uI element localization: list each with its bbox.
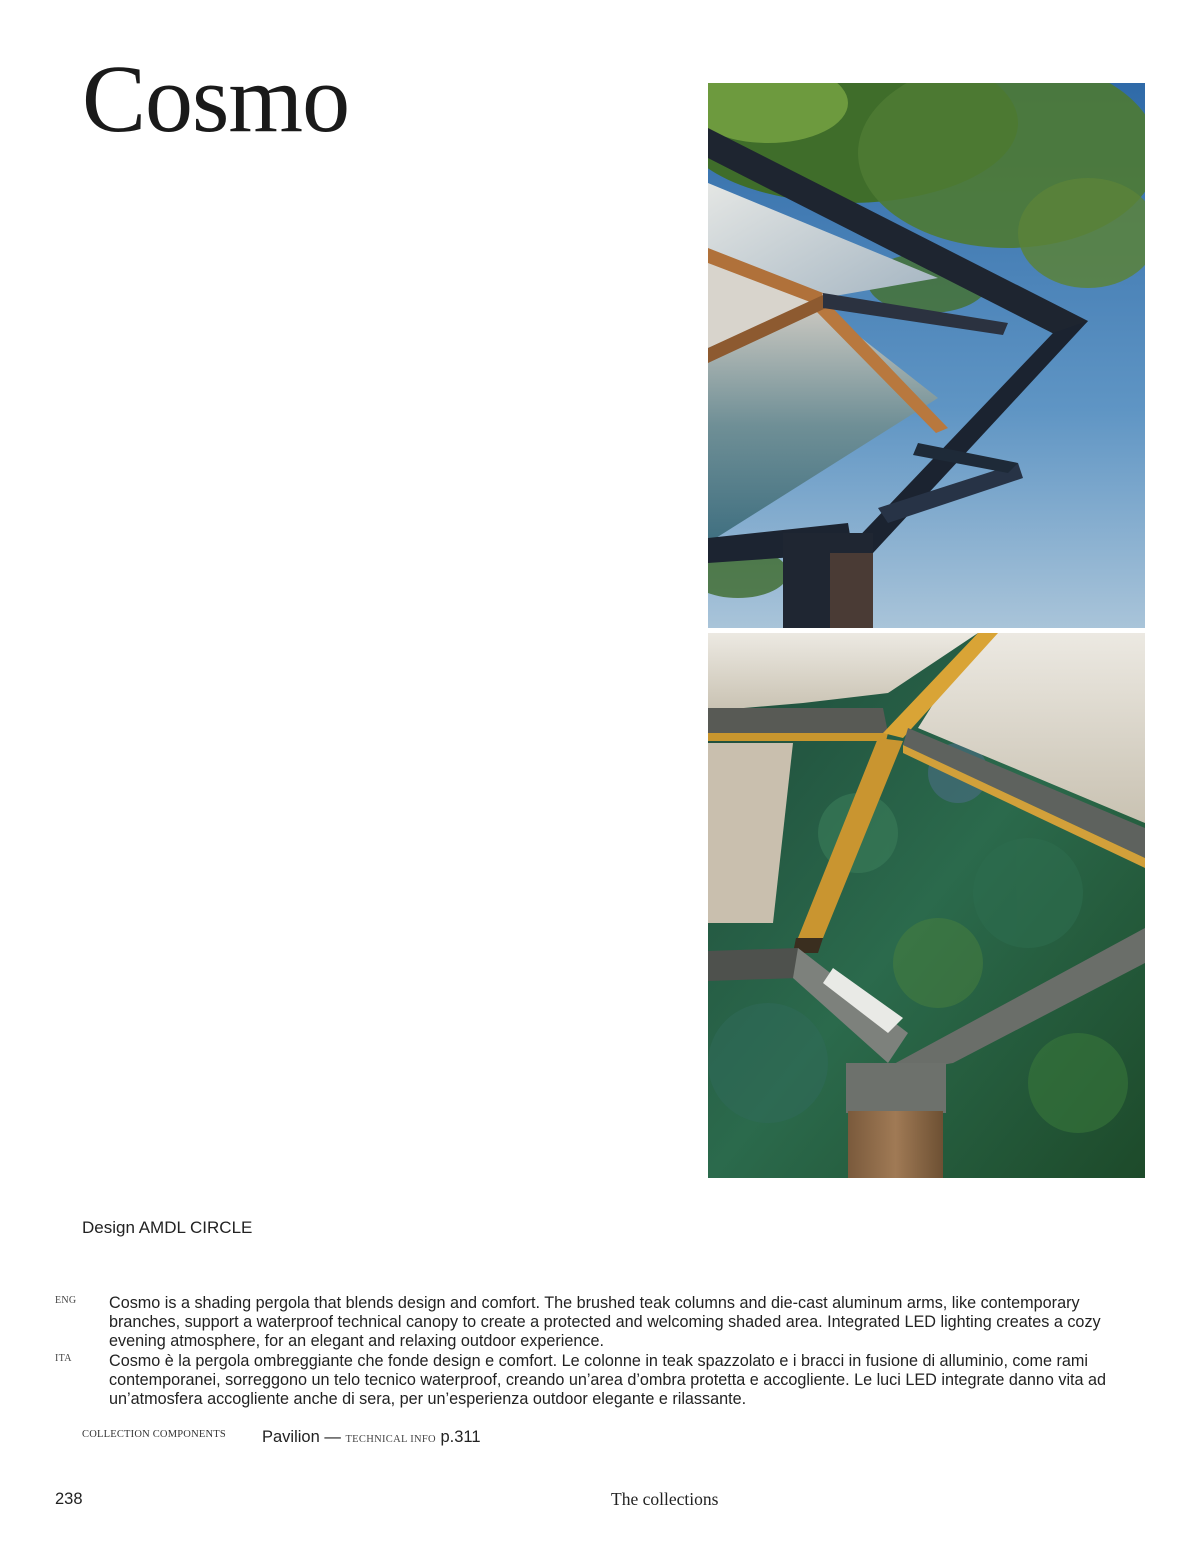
collection-components-value	[262, 1428, 481, 1447]
description-ita: Cosmo è la pergola ombreggiante che fonde design e comfort. Le colonne in teak spazzolato e i bracci in fusione di alluminio, come rami contemporanei, sorreggono un telo tecnico waterproof, creando un’area d’ombra protetta e accogliente. Le luci LED integrate danno vita ad un’atmosfera accogliente anche di sera, per un’esperienza outdoor elegante e rilassante.	[109, 1352, 1107, 1409]
section-title: The collections	[611, 1489, 719, 1509]
design-credit: Design AMDL CIRCLE	[82, 1218, 253, 1237]
description-eng: Cosmo is a shading pergola that blends design and comfort. The brushed teak columns and die-cast aluminum arms, like contemporary branches, support a waterproof technical canopy to create a protected and welcoming shaded area. Integrated LED lighting creates a cozy evening atmosphere, for an elegant and relaxing outdoor experience.	[109, 1294, 1101, 1351]
technical-info-label: TECHNICAL INFO	[345, 1434, 436, 1445]
lang-label-ita: ITA	[55, 1353, 72, 1364]
page-title: Cosmo	[82, 45, 350, 152]
product-photo-joint	[708, 633, 1145, 1178]
product-photo-canopy	[708, 83, 1145, 628]
component-item: Pavilion —	[262, 1428, 341, 1446]
lang-label-eng: ENG	[55, 1295, 77, 1306]
photo-canopy-graphic	[708, 83, 1145, 628]
page-number: 238	[55, 1490, 83, 1508]
collection-components-label: COLLECTION COMPONENTS	[82, 1429, 226, 1440]
technical-info-page-ref[interactable]: p.311	[440, 1428, 481, 1446]
photo-joint-graphic	[708, 633, 1145, 1178]
